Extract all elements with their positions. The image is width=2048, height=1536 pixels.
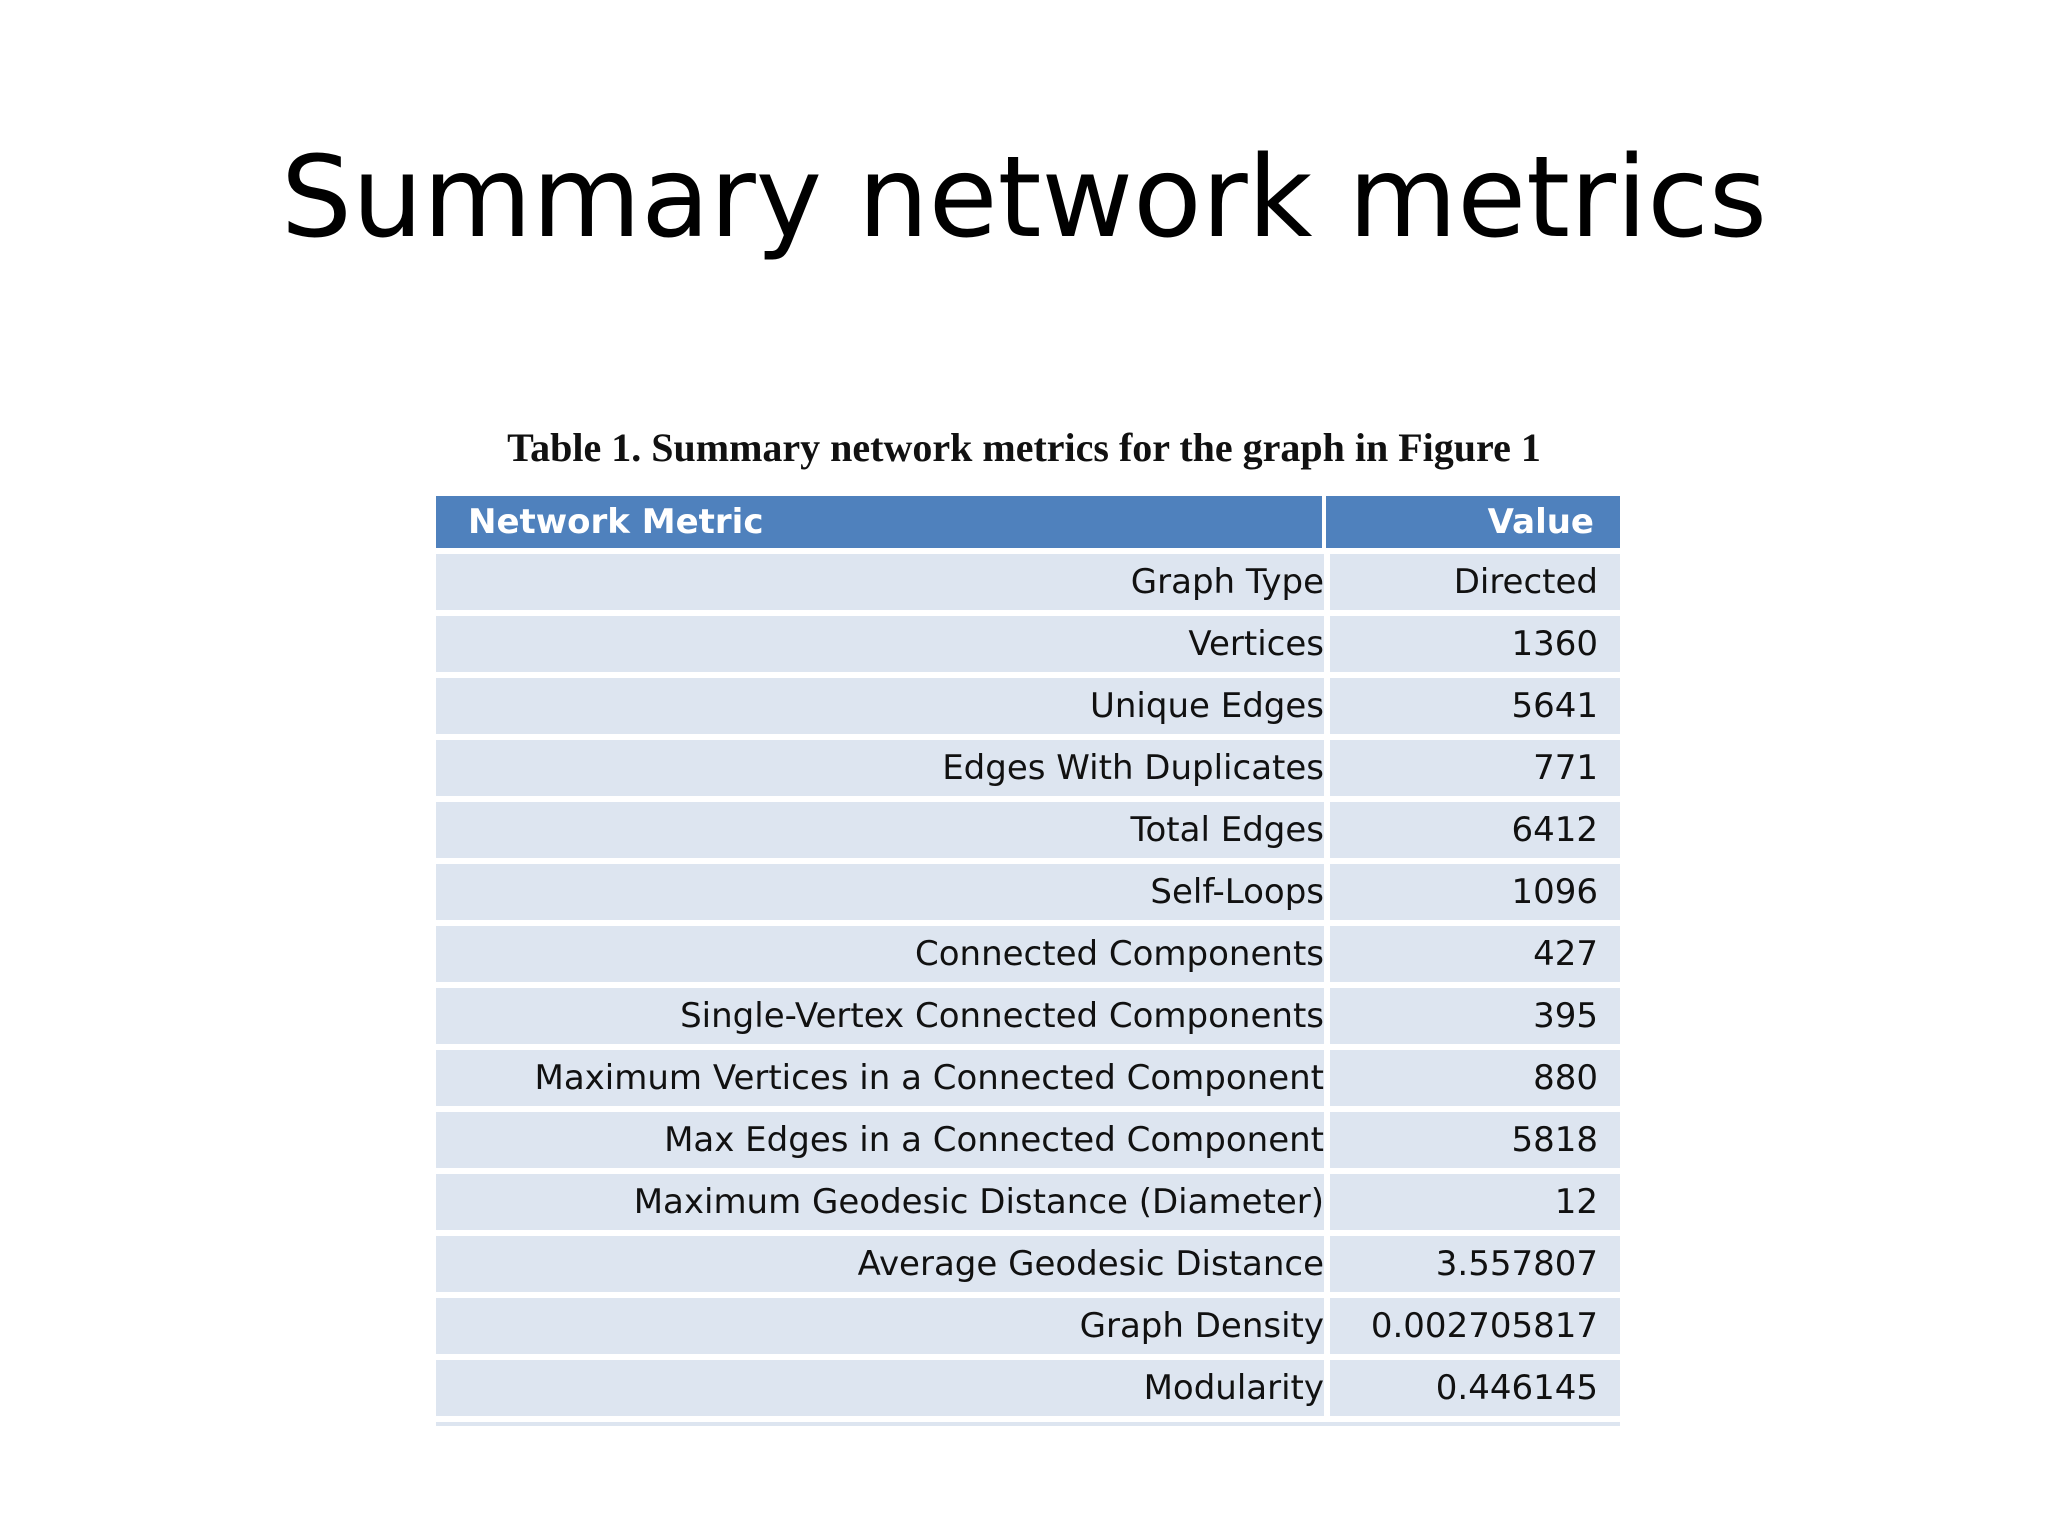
- table-row: [436, 678, 1620, 734]
- metric-cell: Connected Components: [436, 926, 1324, 982]
- value-cell: 0.446145: [1330, 1360, 1620, 1416]
- metric-cell: Graph Type: [436, 554, 1324, 610]
- metric-cell: Graph Density: [436, 1298, 1324, 1354]
- value-cell: 12: [1330, 1174, 1620, 1230]
- metric-cell: Average Geodesic Distance: [436, 1236, 1324, 1292]
- value-cell: 427: [1330, 926, 1620, 982]
- value-cell: 1096: [1330, 864, 1620, 920]
- table-row: [436, 926, 1620, 982]
- table-row: [436, 616, 1620, 672]
- value-cell: 771: [1330, 740, 1620, 796]
- metric-cell: Unique Edges: [436, 678, 1324, 734]
- value-cell: 0.002705817: [1330, 1298, 1620, 1354]
- table-caption: Table 1. Summary network metrics for the graph in Figure 1: [507, 425, 1541, 470]
- table-row: [436, 864, 1620, 920]
- table-row: [436, 554, 1620, 610]
- header-value-cell: Value: [1326, 496, 1620, 548]
- value-cell: 6412: [1330, 802, 1620, 858]
- metric-cell: Maximum Geodesic Distance (Diameter): [436, 1174, 1324, 1230]
- table-row: [436, 1174, 1620, 1230]
- metric-cell: Single-Vertex Connected Components: [436, 988, 1324, 1044]
- metrics-table: [436, 496, 1620, 1426]
- table-row: [436, 740, 1620, 796]
- table-row: [436, 1050, 1620, 1106]
- value-cell: Directed: [1330, 554, 1620, 610]
- table-row: [436, 1236, 1620, 1292]
- table-row: [436, 988, 1620, 1044]
- metric-cell: Max Edges in a Connected Component: [436, 1112, 1324, 1168]
- metric-cell: Total Edges: [436, 802, 1324, 858]
- metric-cell: Vertices: [436, 616, 1324, 672]
- value-cell: 5641: [1330, 678, 1620, 734]
- metric-cell: Modularity: [436, 1360, 1324, 1416]
- metric-cell: Self-Loops: [436, 864, 1324, 920]
- value-cell: 5818: [1330, 1112, 1620, 1168]
- value-cell: 395: [1330, 988, 1620, 1044]
- table-bottom-border: [436, 1422, 1620, 1426]
- table-row: [436, 1298, 1620, 1354]
- table-header-row: [436, 496, 1620, 548]
- table-row: [436, 1112, 1620, 1168]
- value-cell: 3.557807: [1330, 1236, 1620, 1292]
- value-cell: 1360: [1330, 616, 1620, 672]
- value-cell: 880: [1330, 1050, 1620, 1106]
- header-metric-cell: Network Metric: [436, 496, 1322, 548]
- table-row: [436, 802, 1620, 858]
- table-row: [436, 1360, 1620, 1416]
- metric-cell: Edges With Duplicates: [436, 740, 1324, 796]
- slide-title: Summary network metrics: [280, 133, 1768, 263]
- metric-cell: Maximum Vertices in a Connected Component: [436, 1050, 1324, 1106]
